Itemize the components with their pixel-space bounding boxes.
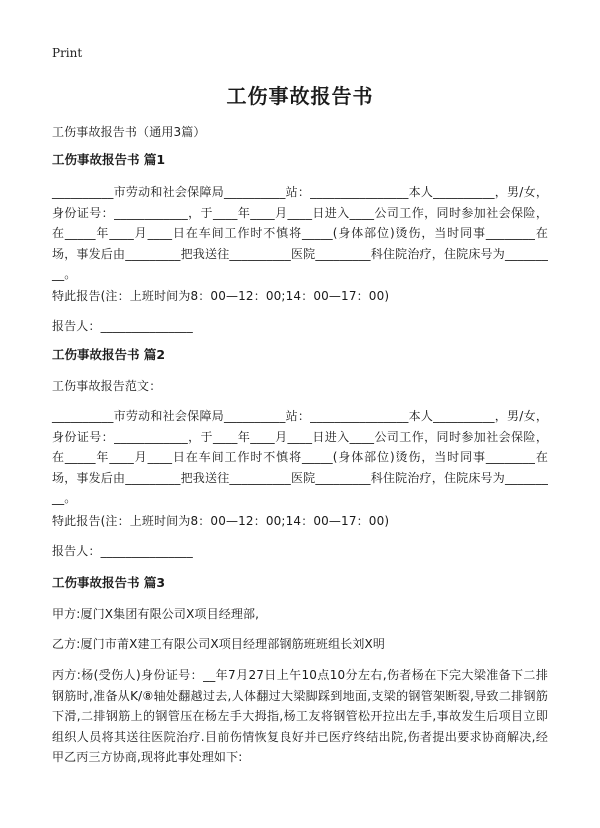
- section2-body: __________市劳动和社会保障局__________站：________________本人__________，男/女，身份证号：____________，于____年____月____日进入____公司工作，同时参加社会保险，在_____年____月____日在车间工作时不慎将_____(身体部位)烫伤，当时同事________在场，事发后由_________把我送往__________医院_________科住院治疗，住院床号为_________。: [52, 409, 548, 505]
- document-title: 工伤事故报告书: [226, 84, 374, 108]
- section2-heading: 工伤事故报告书 篇2: [52, 347, 166, 362]
- section1-note: 特此报告(注：上班时间为8：00—12：00;14：00—17：00): [52, 289, 390, 303]
- section1-heading: 工伤事故报告书 篇1: [52, 152, 166, 167]
- section2-sub: 工伤事故报告范文：: [52, 379, 162, 393]
- section2-reporter: 报告人：_______________: [52, 544, 193, 558]
- section3-party-c: 丙方:杨(受伤人)身份证号：__年7月27日上午10点10分左右,伤者杨在下完大梁准备下二排钢筋时,准备从K/⑧轴处翻越过去,人体翻过大梁脚踩到地面,支梁的钢管架断裂,导致二排钢筋下滑,二排钢筋上的钢管压在杨左手大拇指,杨工友将钢管松开拉出左手,事故发生后项目立即组织人员将其送往医院治疗.目前伤情恢复良好并已医疗终结出院,伤者提出要求协商解决,经甲乙丙三方协商,现将此事处理如下:: [52, 668, 548, 764]
- section2-note: 特此报告(注：上班时间为8：00—12：00;14：00—17：00): [52, 514, 390, 528]
- section1-body: __________市劳动和社会保障局__________站：________________本人__________，男/女，身份证号：____________，于____年____月____日进入____公司工作，同时参加社会保险，在_____年____月____日在车间工作时不慎将_____(身体部位)烫伤，当时同事________在场，事发后由_________把我送往__________医院_________科住院治疗，住院床号为_________。: [52, 185, 548, 281]
- section1-reporter: 报告人：_______________: [52, 319, 193, 333]
- intro-text: 工伤事故报告书（通用3篇）: [52, 125, 206, 139]
- print-link[interactable]: Print: [52, 46, 83, 60]
- section3-party-a: 甲方:厦门X集团有限公司X项目经理部,: [52, 607, 260, 621]
- section3-heading: 工伤事故报告书 篇3: [52, 575, 166, 590]
- section3-party-b: 乙方:厦门市莆X建工有限公司X项目经理部钢筋班班组长刘X明: [52, 637, 386, 651]
